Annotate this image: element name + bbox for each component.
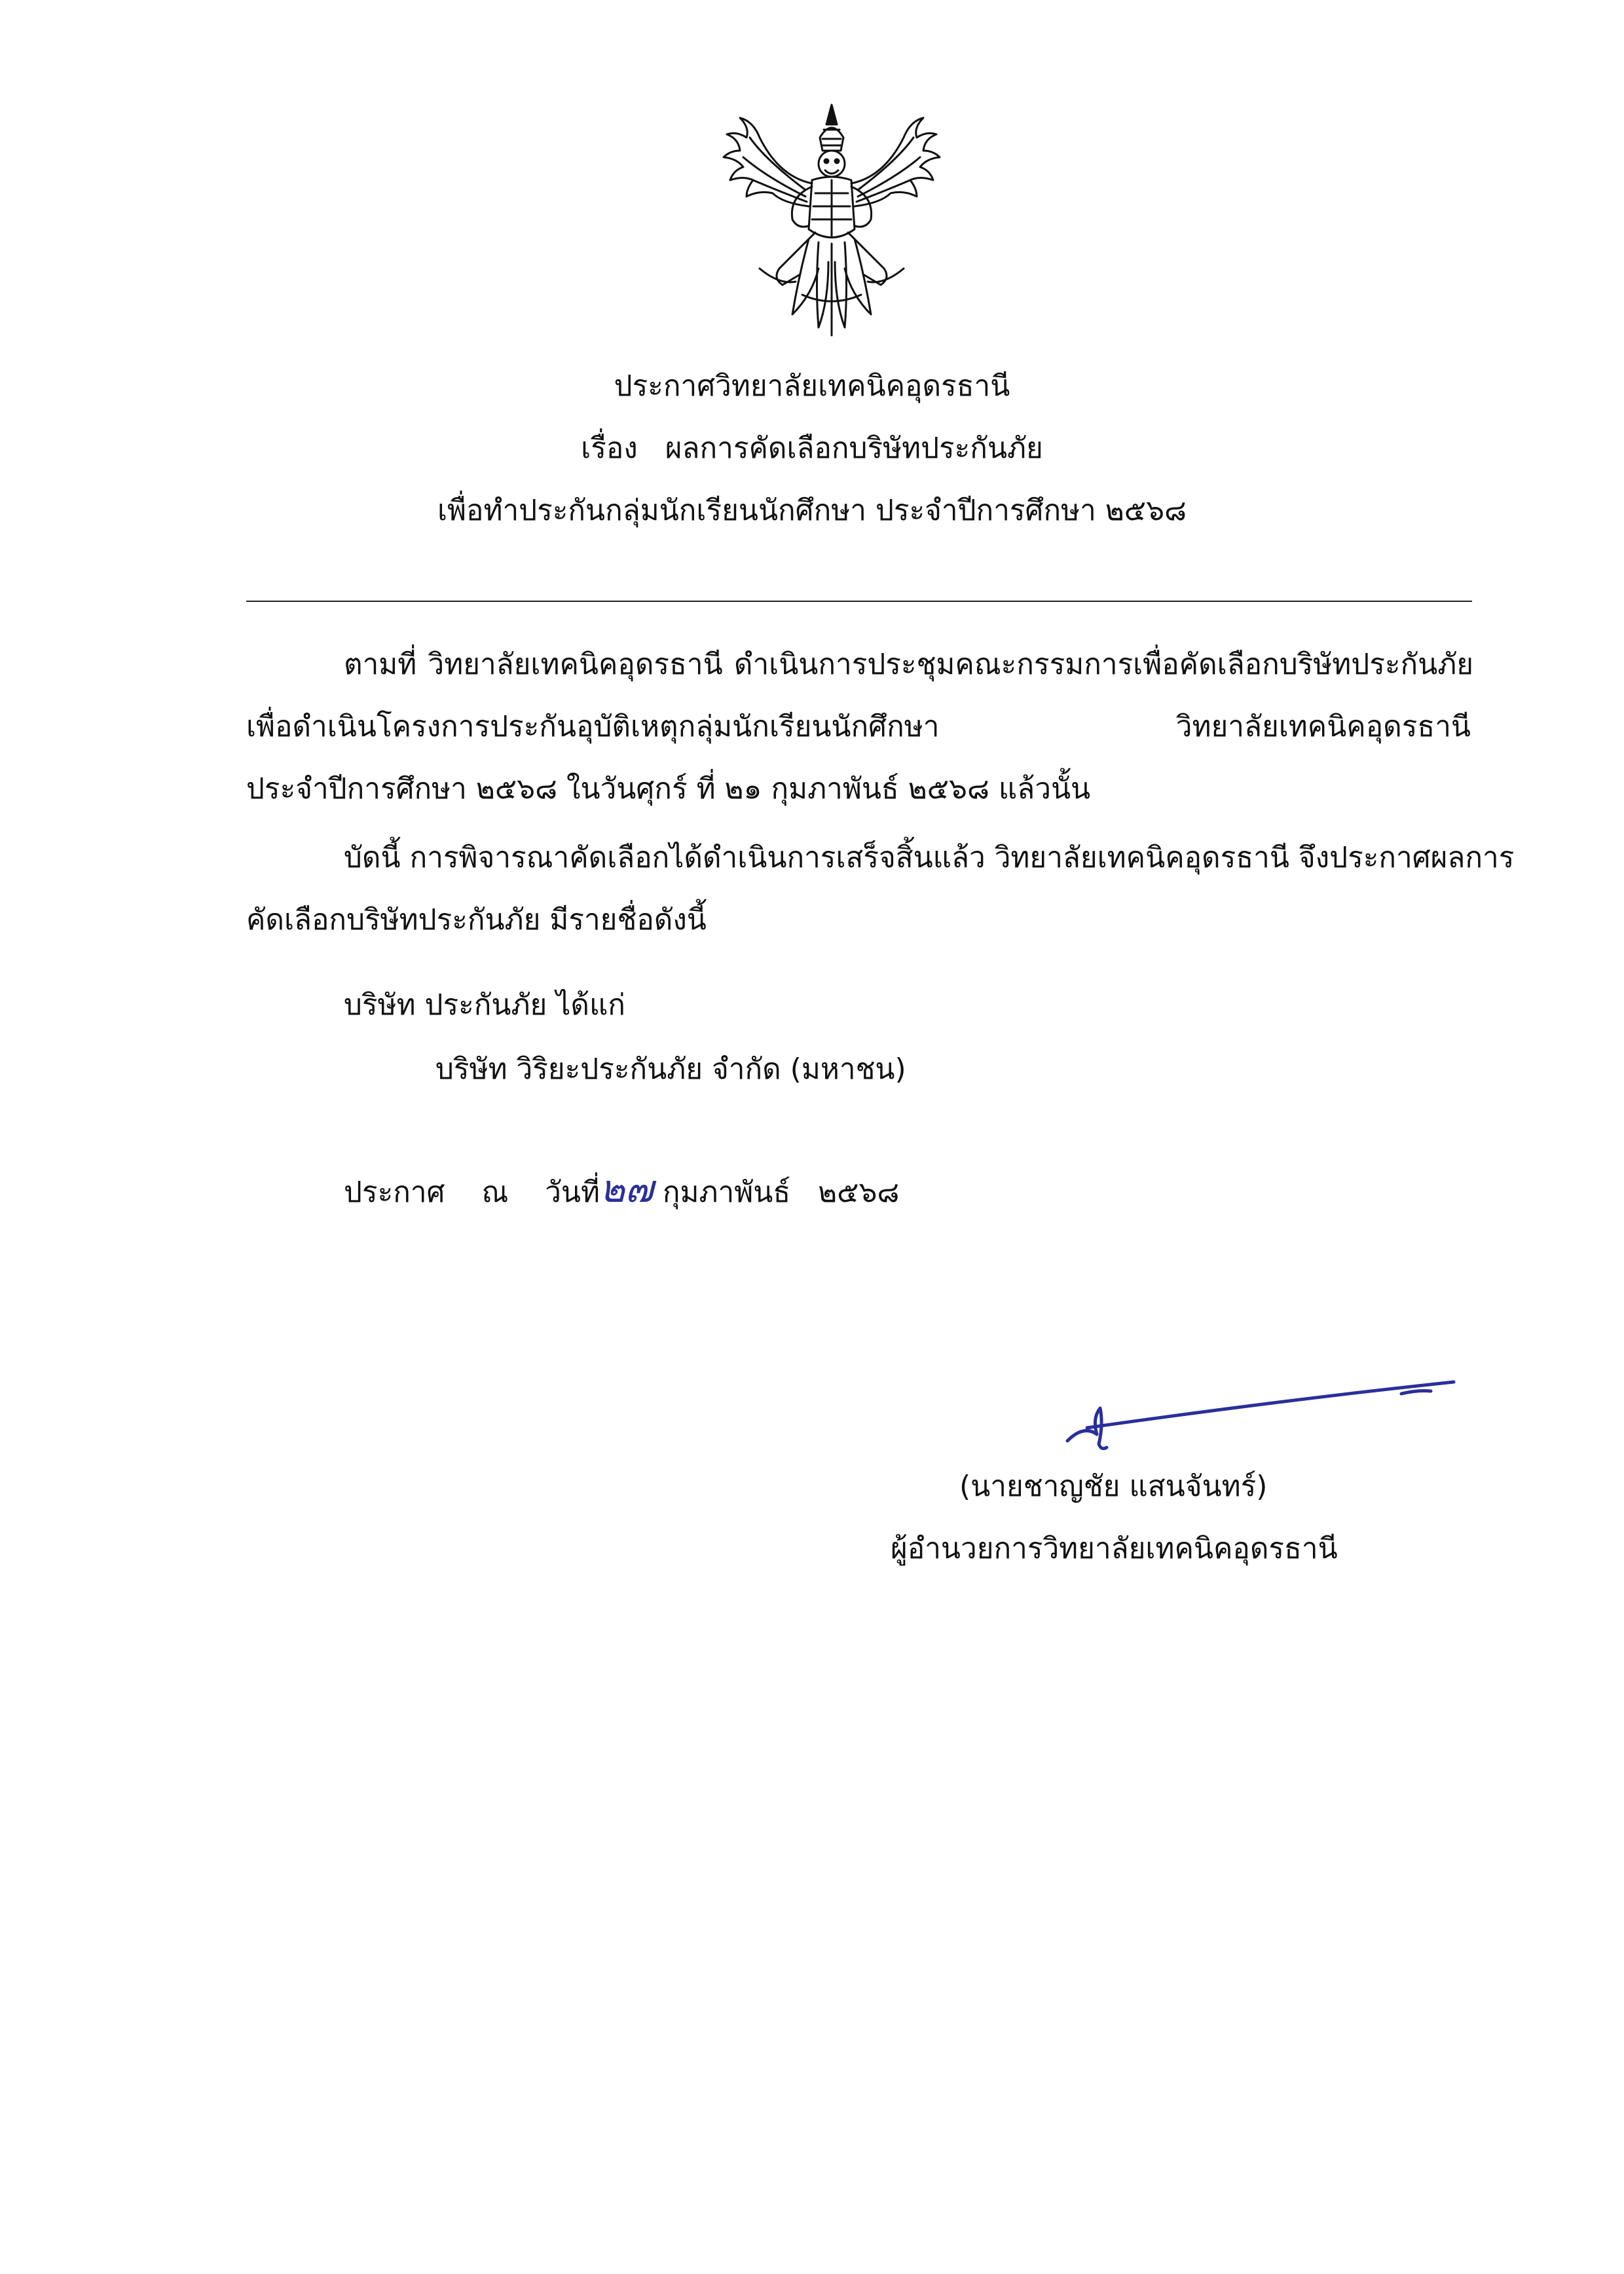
paragraph-2-line-2: คัดเลือกบริษัทประกันภัย มีรายชื่อดังนี้ [246, 903, 707, 937]
subject-line [0, 429, 1624, 468]
signature-mark [1048, 1362, 1467, 1467]
year: ๒๕๖๘ [818, 1176, 900, 1209]
header-divider [246, 601, 1472, 602]
month: กุมภาพันธ์ [662, 1176, 791, 1209]
garuda-emblem [720, 98, 943, 341]
company-name: บริษัท วิริยะประกันภัย จำกัด (มหาชน) [435, 1053, 906, 1086]
signatory-position: ผู้อำนวยการวิทยาลัยเทคนิคอุดรธานี [891, 1532, 1338, 1565]
paragraph-1-line-2: เพื่อดำเนินโครงการประกันอุบัติเหตุกลุ่มนักเรียนนักศึกษา วิทยาลัยเทคนิคอุดรธานี [246, 710, 1471, 743]
paragraph-1-line-3: ประจำปีการศึกษา ๒๕๖๘ ในวันศุกร์ ที่ ๒๑ กุมภาพันธ์ ๒๕๖๘ แล้วนั้น [246, 772, 1091, 806]
signatory-name: (นายชาญชัย แสนจันทร์) [959, 1470, 1268, 1503]
handwritten-day: ๒๗ [600, 1166, 654, 1211]
company-intro: บริษัท ประกันภัย ได้แก่ [344, 988, 625, 1022]
subject-text: ผลการคัดเลือกบริษัทประกันภัย [665, 432, 1043, 465]
announcement-title: ประกาศวิทยาลัยเทคนิคอุดรธานี [614, 369, 1010, 403]
paragraph-2-line-1: บัดนี้ การพิจารณาคัดเลือกได้ดำเนินการเสร็จสิ้นแล้ว วิทยาลัยเทคนิคอุดรธานี จึงประกาศผลการ [344, 841, 1515, 874]
at-label: ณ [481, 1176, 509, 1209]
announce-label: ประกาศ [344, 1176, 445, 1209]
subject-label: เรื่อง [581, 432, 638, 465]
day-label: วันที่ [545, 1176, 600, 1209]
paragraph-1-line-1: ตามที่ วิทยาลัยเทคนิคอุดรธานี ดำเนินการประชุมคณะกรรมการเพื่อคัดเลือกบริษัทประกันภัย [344, 648, 1473, 681]
announcement-date [344, 1166, 900, 1212]
subject-line-2: เพื่อทำประกันกลุ่มนักเรียนนักศึกษา ประจำปีการศึกษา ๒๕๖๘ [437, 494, 1187, 527]
